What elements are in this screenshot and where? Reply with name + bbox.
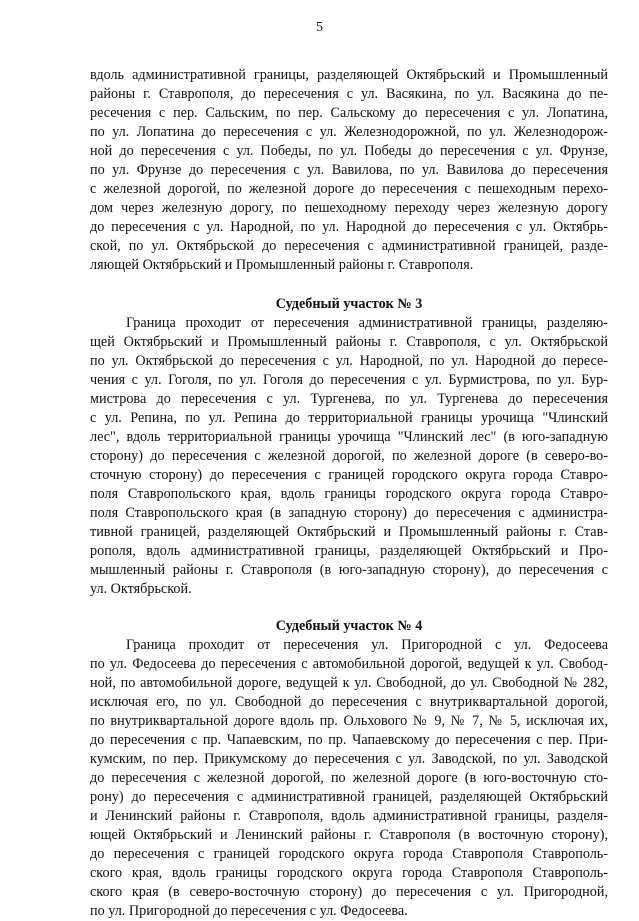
- text-line: сточную сторону) до пересечения с границей городского округа города Ставро-: [90, 467, 608, 483]
- text-line: рону) до пересечения с административной границей, разделяющей Октябрьский: [90, 789, 608, 805]
- text-line: ской, по ул. Октябрьской до пересечения с административной границей, разде-: [90, 238, 608, 254]
- page-number: 5: [316, 20, 323, 35]
- section-heading-4: Судебный участок № 4: [275, 618, 423, 634]
- text-line: ляющей Октябрьский и Промышленный районы г. Ставрополя.: [90, 257, 474, 273]
- text-line: ющей Октябрьский и Ленинский районы г. Ставрополя (в восточную сторону),: [90, 827, 608, 843]
- text-line: ского края (в северо-восточную сторону) до пересечения с ул. Пригородной,: [90, 884, 608, 900]
- text-line: лес", вдоль территориальной границы урочища "Члинский лес" (в юго-западную: [90, 429, 608, 445]
- text-line: до пересечения с ул. Народной, по ул. Народной до пересечения с ул. Октябрь-: [90, 219, 608, 235]
- text-line: ной, по автомобильной дороге, ведущей к ул. Свободной, до ул. Свободной № 282,: [90, 675, 608, 691]
- text-line: ресечения с пер. Сальским, по пер. Сальскому до пересечения с ул. Лопатина,: [90, 105, 608, 121]
- text-line: до пересечения с пр. Чапаевским, по пр. Чапаевскому до пересечения с пер. При-: [90, 732, 608, 748]
- text-line: с ул. Репина, по ул. Репина до территориальной границы урочища "Члинский: [90, 410, 608, 426]
- text-line: вдоль административной границы, разделяющей Октябрьский и Промышленный: [90, 67, 608, 83]
- text-line: кумским, по пер. Прикумскому до пересечения с ул. Заводской, по ул. Заводской: [90, 751, 608, 767]
- text-line: ной до пересечения с ул. Победы, по ул. Победы до пересечения с ул. Фрунзе,: [90, 143, 608, 159]
- text-line: исключая его, по ул. Свободной до пересечения с внутриквартальной дорогой,: [90, 694, 608, 710]
- text-line: тивной границей, разделяющей Октябрьский и Промышленный районы г. Став-: [90, 524, 608, 540]
- text-line: Граница проходит от пересечения ул. Пригородной с ул. Федосеева: [126, 637, 608, 653]
- section-heading-3: Судебный участок № 3: [275, 296, 423, 312]
- text-line: дом через железную дорогу, по пешеходному переходу через железную дорогу: [90, 200, 608, 216]
- text-line: по ул. Фрунзе до пересечения с ул. Вавилова, по ул. Вавилова до пересечения: [90, 162, 608, 178]
- text-line: по ул. Лопатина до пересечения с ул. Железнодорожной, по ул. Железнодорож-: [90, 124, 608, 140]
- text-line: Граница проходит от пересечения административной границы, разделяю-: [126, 315, 608, 331]
- text-line: и Ленинский районы г. Ставрополя, вдоль административной границы, разделя-: [90, 808, 608, 824]
- text-line: поля Ставропольского края, вдоль границы городского округа города Ставро-: [90, 486, 608, 502]
- section-3-paragraph: [90, 314, 608, 599]
- text-line: по ул. Федосеева до пересечения с автомобильной дорогой, ведущей к ул. Свобод-: [90, 656, 608, 672]
- text-line: до пересечения с железной дорогой, по железной дороге (в юго-восточную сто-: [90, 770, 608, 786]
- text-line: поля Ставропольского края (в западную сторону) до пересечения с администра-: [90, 505, 608, 521]
- text-line: районы г. Ставрополя, до пересечения с ул. Васякина, по ул. Васякина до пе-: [90, 86, 608, 102]
- text-line: мистрова до пересечения с ул. Тургенева, по ул. Тургенева до пересечения: [90, 391, 608, 407]
- text-line: ул. Октябрьской.: [90, 581, 192, 597]
- text-line: рополя, вдоль административной границы, разделяющей Октябрьский и Про-: [90, 543, 608, 559]
- text-line: по ул. Октябрьской до пересечения с ул. Народной, по ул. Народной до пересе-: [90, 353, 608, 369]
- text-line: по ул. Пригородной до пересечения с ул. Федосеева.: [90, 903, 408, 919]
- text-line: мышленный районы г. Ставрополя (в юго-западную сторону), до пересечения с: [90, 562, 608, 578]
- text-line: до пересечения с границей городского округа города Ставрополя Ставрополь-: [90, 846, 608, 862]
- text-line: с железной дорогой, по железной дороге до пересечения с пешеходным перехо-: [90, 181, 608, 197]
- text-line: чения с ул. Гоголя, по ул. Гоголя до пересечения с ул. Бурмистрова, по ул. Бур-: [90, 372, 608, 388]
- text-line: по внутриквартальной дороге вдоль пр. Ольхового № 9, № 7, № 5, исключая их,: [90, 713, 608, 729]
- text-line: щей Октябрьский и Промышленный районы г. Ставрополя, с ул. Октябрьской: [90, 334, 608, 350]
- section-4-paragraph: [90, 636, 608, 921]
- text-line: сторону) до пересечения с железной дорогой, по железной дороге (в северо-во-: [90, 448, 608, 464]
- intro-paragraph: [90, 66, 608, 275]
- document-body: [90, 66, 608, 921]
- text-line: ского края, вдоль границы городского округа города Ставрополя Ставрополь-: [90, 865, 608, 881]
